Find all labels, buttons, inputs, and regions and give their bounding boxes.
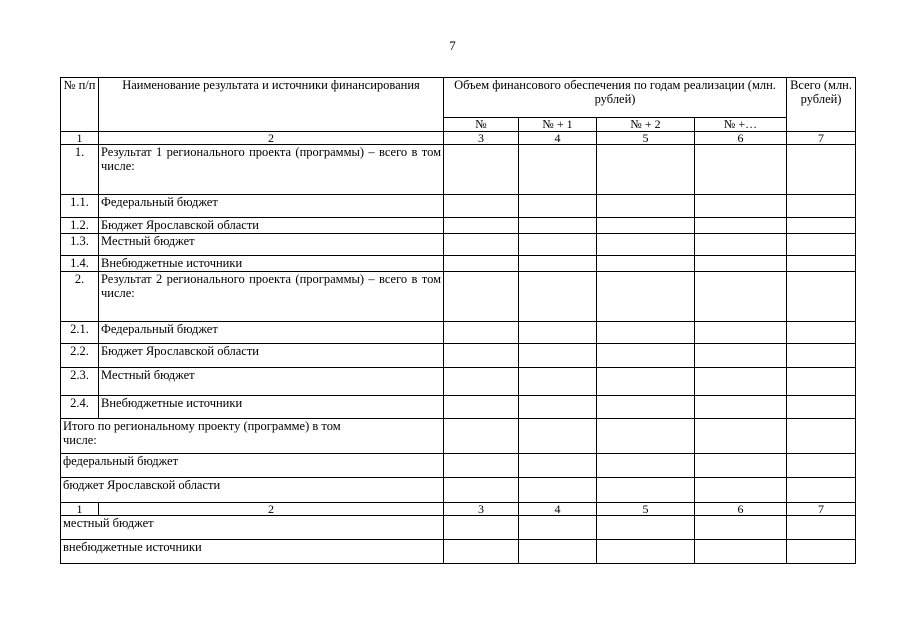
row-number: 1.1.: [61, 195, 99, 218]
row-number: 2.1.: [61, 322, 99, 344]
row-number: 2.4.: [61, 396, 99, 419]
header-total-col: Всего (млн. рублей): [787, 78, 856, 132]
value-cell: [519, 540, 597, 564]
value-cell: [444, 234, 519, 256]
value-cell: [519, 322, 597, 344]
column-number: 7: [787, 503, 856, 516]
row-number: 1.3.: [61, 234, 99, 256]
value-cell: [787, 272, 856, 322]
value-cell: [519, 344, 597, 368]
value-cell: [787, 478, 856, 503]
value-cell: [519, 195, 597, 218]
table-row: [61, 454, 856, 478]
column-number: 2: [99, 503, 444, 516]
value-cell: [787, 454, 856, 478]
value-cell: [695, 540, 787, 564]
value-cell: [519, 272, 597, 322]
table-row: [61, 540, 856, 564]
value-cell: [695, 344, 787, 368]
row-name: Внебюджетные источники: [99, 256, 444, 272]
value-cell: [695, 234, 787, 256]
column-number: 4: [519, 503, 597, 516]
row-name: Федеральный бюджет: [99, 195, 444, 218]
table-row: [61, 478, 856, 503]
year-header: № +…: [695, 118, 787, 132]
column-number: 1: [61, 132, 99, 145]
header-volume-col: Объем финансового обеспечения по годам реализации (млн. рублей): [444, 78, 787, 118]
row-name: Внебюджетные источники: [99, 396, 444, 419]
value-cell: [444, 540, 519, 564]
table-row: [61, 344, 856, 368]
table-row: [61, 234, 856, 256]
value-cell: [695, 256, 787, 272]
value-cell: [519, 478, 597, 503]
table-row: [61, 145, 856, 195]
total-row-name: федеральный бюджет: [61, 454, 444, 478]
table-row: [61, 396, 856, 419]
value-cell: [695, 145, 787, 195]
year-header: № + 1: [519, 118, 597, 132]
row-name: Бюджет Ярославской области: [99, 218, 444, 234]
financing-table: [60, 77, 856, 564]
row-number: 2.2.: [61, 344, 99, 368]
value-cell: [787, 368, 856, 396]
table-row: [61, 322, 856, 344]
value-cell: [519, 218, 597, 234]
value-cell: [597, 419, 695, 454]
value-cell: [695, 419, 787, 454]
row-number: 2.3.: [61, 368, 99, 396]
value-cell: [597, 234, 695, 256]
value-cell: [597, 218, 695, 234]
value-cell: [787, 218, 856, 234]
value-cell: [444, 454, 519, 478]
value-cell: [444, 322, 519, 344]
value-cell: [444, 396, 519, 419]
table-row: [61, 195, 856, 218]
value-cell: [444, 218, 519, 234]
table-row: [61, 419, 856, 454]
value-cell: [597, 256, 695, 272]
total-row-name: местный бюджет: [61, 516, 444, 540]
table-row: [61, 516, 856, 540]
value-cell: [695, 322, 787, 344]
value-cell: [695, 516, 787, 540]
value-cell: [597, 368, 695, 396]
table-row: [61, 368, 856, 396]
value-cell: [787, 145, 856, 195]
value-cell: [695, 195, 787, 218]
row-name: Бюджет Ярославской области: [99, 344, 444, 368]
value-cell: [444, 272, 519, 322]
value-cell: [787, 256, 856, 272]
value-cell: [519, 234, 597, 256]
total-row-name: Итого по региональному проекту (программе) в том числе:: [61, 419, 444, 454]
value-cell: [787, 234, 856, 256]
column-number: 7: [787, 132, 856, 145]
row-name: Результат 1 регионального проекта (программы) – всего в том числе:: [99, 145, 444, 195]
table-row: [61, 272, 856, 322]
value-cell: [597, 540, 695, 564]
value-cell: [787, 419, 856, 454]
column-number: 6: [695, 503, 787, 516]
value-cell: [444, 195, 519, 218]
column-number: 5: [597, 132, 695, 145]
value-cell: [597, 145, 695, 195]
value-cell: [444, 256, 519, 272]
header-name-col: Наименование результата и источники финансирования: [99, 78, 444, 132]
value-cell: [597, 322, 695, 344]
value-cell: [597, 396, 695, 419]
row-number: 1.: [61, 145, 99, 195]
value-cell: [787, 396, 856, 419]
page-number: 7: [449, 38, 456, 53]
value-cell: [519, 419, 597, 454]
value-cell: [597, 195, 695, 218]
value-cell: [597, 272, 695, 322]
value-cell: [444, 478, 519, 503]
row-number: 1.4.: [61, 256, 99, 272]
row-name: Местный бюджет: [99, 234, 444, 256]
row-name: Результат 2 регионального проекта (программы) – всего в том числе:: [99, 272, 444, 322]
value-cell: [444, 516, 519, 540]
column-number: 4: [519, 132, 597, 145]
column-number: 3: [444, 503, 519, 516]
value-cell: [597, 516, 695, 540]
header-num-col: № п/п: [61, 78, 99, 132]
value-cell: [597, 344, 695, 368]
value-cell: [519, 516, 597, 540]
table-row: [61, 218, 856, 234]
value-cell: [787, 344, 856, 368]
row-number: 2.: [61, 272, 99, 322]
value-cell: [444, 368, 519, 396]
year-header: №: [444, 118, 519, 132]
value-cell: [695, 368, 787, 396]
value-cell: [695, 396, 787, 419]
value-cell: [519, 396, 597, 419]
value-cell: [444, 419, 519, 454]
row-name: Федеральный бюджет: [99, 322, 444, 344]
column-number: 1: [61, 503, 99, 516]
value-cell: [519, 145, 597, 195]
value-cell: [695, 218, 787, 234]
value-cell: [519, 368, 597, 396]
table-row: [61, 256, 856, 272]
column-number: 5: [597, 503, 695, 516]
value-cell: [787, 322, 856, 344]
value-cell: [695, 454, 787, 478]
value-cell: [444, 344, 519, 368]
value-cell: [597, 454, 695, 478]
row-name: Местный бюджет: [99, 368, 444, 396]
value-cell: [695, 478, 787, 503]
value-cell: [519, 256, 597, 272]
value-cell: [695, 272, 787, 322]
value-cell: [787, 516, 856, 540]
value-cell: [519, 454, 597, 478]
total-row-name: внебюджетные источники: [61, 540, 444, 564]
row-number: 1.2.: [61, 218, 99, 234]
value-cell: [597, 478, 695, 503]
column-number: 3: [444, 132, 519, 145]
column-number: 2: [99, 132, 444, 145]
value-cell: [787, 540, 856, 564]
column-number: 6: [695, 132, 787, 145]
total-row-name: бюджет Ярославской области: [61, 478, 444, 503]
year-header: № + 2: [597, 118, 695, 132]
value-cell: [787, 195, 856, 218]
value-cell: [444, 145, 519, 195]
